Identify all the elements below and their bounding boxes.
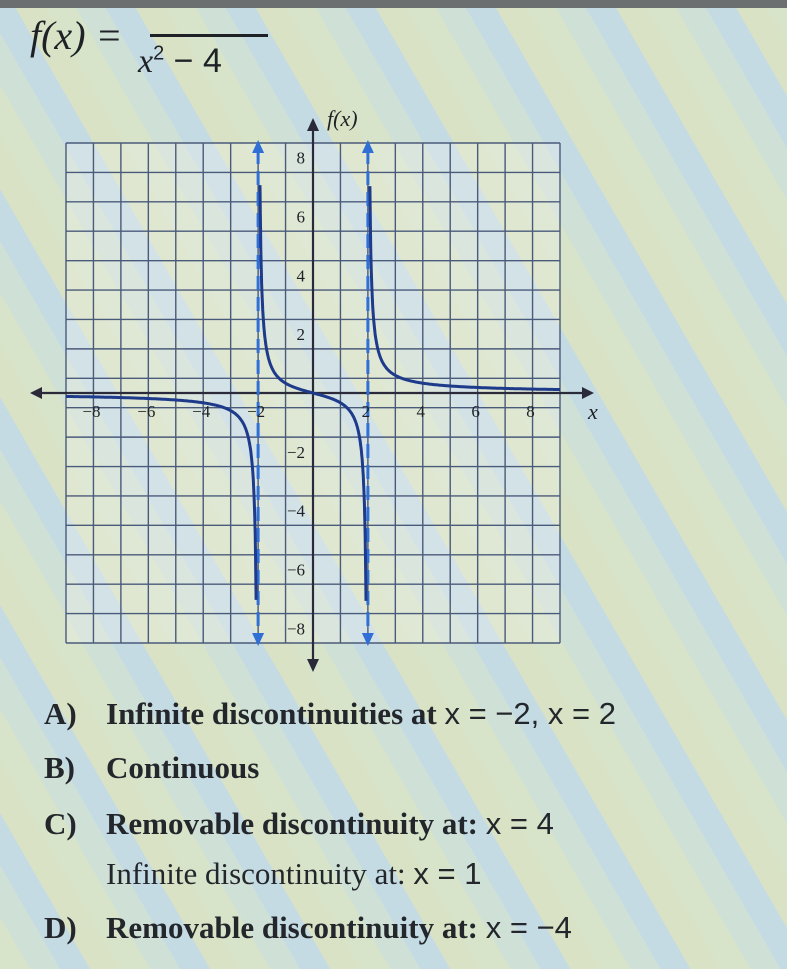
answer-option-c-line2 [106,856,481,892]
answer-c-text: Removable discontinuity at: [106,806,486,841]
denominator-rest: − 4 [173,42,222,80]
answer-b-letter: B) [44,750,75,785]
answer-c2-math: x = 1 [413,856,482,891]
y-tick-label: 6 [296,207,305,227]
y-axis-arrow-down [307,659,319,672]
answer-d-math: x = −4 [485,910,572,945]
y-tick-label: −4 [286,501,305,521]
answer-c2-text: Infinite discontinuity at: [106,856,414,891]
answer-a-text: Infinite discontinuities at [106,696,445,731]
answer-b-text: Continuous [106,750,260,785]
x-axis-arrow-right [582,387,594,399]
x-tick-label: 4 [416,402,426,421]
denominator-exponent: 2 [153,42,165,65]
y-tick-label: 2 [296,325,305,345]
x-tick-label: −6 [137,402,156,421]
x-axis-arrow-left [30,387,42,399]
x-tick-label: 6 [471,402,480,421]
y-tick-label: 8 [296,148,305,168]
answer-a-math: x = −2, x = 2 [444,696,616,731]
x-tick-label: 2 [361,402,371,421]
answer-d-text: Removable discontinuity at: [106,910,486,945]
x-axis-label: x [588,399,598,424]
formula-lhs: f(x) = [30,13,123,58]
y-tick-label: −2 [286,442,305,462]
answer-option-d[interactable] [44,910,572,946]
y-axis-label: f(x) [327,106,358,131]
y-axis-arrow-up [307,118,319,131]
answer-c-letter: C) [44,806,77,841]
answer-a-letter: A) [44,696,77,731]
x-tick-label: −8 [82,402,101,421]
answer-option-a[interactable] [44,696,616,732]
answer-option-b[interactable] [44,750,259,786]
x-tick-label: −4 [192,402,211,421]
y-tick-label: −6 [286,560,305,580]
answer-d-letter: D) [44,910,77,945]
x-tick-label: 8 [526,402,535,421]
x-tick-label: −2 [247,402,266,421]
y-tick-label: 4 [296,266,305,286]
y-tick-label: −8 [286,619,305,639]
answer-c-math: x = 4 [485,806,554,841]
denominator-variable: x [138,43,154,80]
answer-option-c[interactable] [44,806,554,842]
